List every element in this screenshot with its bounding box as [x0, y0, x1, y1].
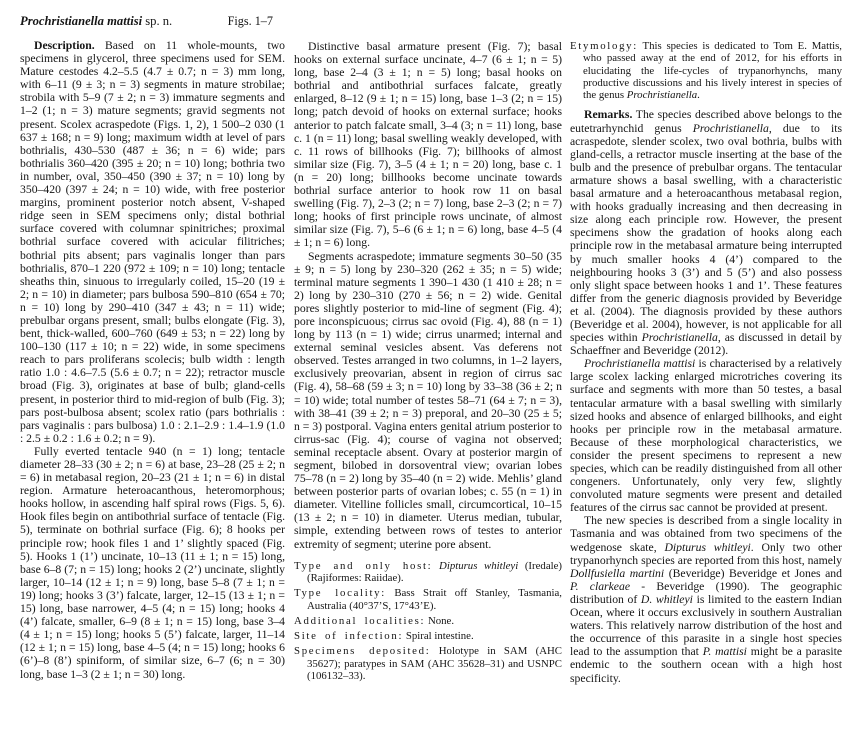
column-right	[570, 40, 842, 685]
etymology-entry: Etymology: This species is dedicated to Tom E. Mattis, who passed away at the end of 2012, for his efforts in elucidating the life-cycles of trypanorhynchs, many productive discussions and his lively interest in species of the genus Prochristianella.	[570, 40, 842, 102]
segments-paragraph: Segments acraspedote; immature segments 30–50 (35 ± 9; n = 5) long by 230–320 (262 ± 35; n = 5) wide; terminal mature segments 1 390–1 430 (1 410 ± 28; n = 2) long by 230–310 (270 ± 56; n = 2) wide. Genital pores slightly posterior to mid-line of segment (Fig. 4); pore inconspicuous; cirrus sac ovoid (Fig. 4), 88 (n = 1) long by 113 (n = 1) wide; cirrus unarmed; internal and external seminal vesicles absent. Vas deferens not observed. Testes arranged in two columns, in 1–2 layers, exclusively preovarian, absent in region of cirrus sac (Fig. 4), 58–68 (59 ± 3; n = 10) long by 33–38 (36 ± 2; n = 10) wide; total number of testes 58–71 (64 ± 7; n = 3), with 38–41 (39 ± 2; n = 3) preporal, and 20–30 (25 ± 5; n = 3) postporal. Vagina enters genital atrium posterior to cirrus-sac (Fig. 4); course of vagina not observed; seminal receptacle absent. Ovary at posterior margin of segment, bilobed in dorsoventral view; ovarian lobes 75–78 (n = 2) long by 35–40 (n = 2) wide. Mehlis’ gland between posterior parts of ovarian lobes; c. 55 (n = 1) in diameter. Vitelline follicles small, circumcortical, 10–15 (13 ± 2; n = 10) in diameter. Uterus median, tubular, simple, extending between rows of testes to anterior extremity of segment; uterine pore absent.	[294, 249, 562, 551]
column-middle-blocks	[294, 40, 562, 682]
distribution-paragraph: The new species is described from a single locality in Tasmania and was obtained from two specimens of the wedgenose skate, Dipturus whitleyi. Only two other trypanorhynch species are reported from this host, namely Dollfusiella martini (Beveridge) Beveridge et Jones and P. clarkeae - Beveridge (1990). The geographic distribution of D. whitleyi is limited to the eastern Indian Ocean, where it occurs exclusively in southern Australian waters. This relatively narrow distribution of the host and the occurrence of this parasite in a single host species lead to the assumption that P. mattisi might be a parasite endemic to the southern ocean with a high host specificity.	[570, 514, 843, 685]
basal-armature-paragraph: Distinctive basal armature present (Fig. 7); basal hooks on external surface uncinate, 4–7 (6 ± 1; n = 5) long, base 2–4 (3 ± 1; n = 5) long; basal hooks on bothrial and antibothrial surfaces falcate, greatly enlarged, 8–12 (9 ± 1; n = 15) long, base 1–3 (2; n = 15) long; patch devoid of hooks on external surface; hooks anterior to patch falcate small, 3–4 (3; n = 11) long, base c. 1 (n = 11) long; basal swelling weakly developed, with c. 11 rows of billhooks (Fig. 7); billhooks of almost similar size (Fig. 7), 3–5 (4 ± 1; n = 20) long, base c. 1 (n = 20) long; billhooks become uncinate towards bothrial surface anterior to hook row 11 on basal swelling (Fig. 7), 2–3 (2; n = 7) long, base 2–3 (2; n = 7) long; hooks of first principle rows uncinate, of almost similar size (Fig. 7), 5–6 (6 ± 1; n = 6) long, base 4–5 (4 ± 1; n = 6) long.	[294, 40, 562, 250]
additional-localities-entry: Additional localities: None.	[294, 614, 455, 627]
tentacle-paragraph: Fully everted tentacle 940 (n = 1) long; tentacle diameter 28–33 (30 ± 2; n = 6) at base, 23–28 (25 ± 2; n = 6) in metabasal region, 20–23 (21 ± 1; n = 6) in distal region. Armature heteroacanthous, heteromorphous; hooks hollow, in ascending half spiral rows (Figs. 5, 6). Hook files begin on antibothrial surface of tentacle (Fig. 5), terminate on bothrial surface (Fig. 6); 8 hooks per principle row; hook files 1 and 1’ slightly spaced (Fig. 5). Hooks 1 (1’) uncinate, 10–13 (11 ± 1; n = 15) long, base 6–8 (7; n = 15) long; hooks 2 (2’) uncinate, slightly larger, 10–14 (12 ± 1; n = 9) long, base 5–8 (7 ± 1; n = 19) long; hooks 3 (3’) falcate, larger, 12–15 (13 ± 1; n = 15) long, base narrower, 4–5 (4; n = 15) long; hooks 4 (4’) falcate, smaller, 6–9 (8 ± 1; n = 15) long, base 3–4 (4 ± 1; n = 15) long; hooks 5 (5’) falcate, larger, 11–14 (12 ± 1; n = 15) long, base 4–5 (4; n = 15) long; hooks 6 (6’)–8 (8’) spiniform, of similar size, 6–7 (6; n = 30) long, base 1–3 (2 ± 1; n = 30) long.	[20, 444, 285, 681]
column-left-blocks	[20, 39, 285, 681]
species-suffix: sp. n.	[142, 14, 173, 28]
article-header	[20, 14, 285, 28]
type-locality-entry: Type locality: Bass Strait off Stanley, Tasmania, Australia (40°37’S, 17°43’E).	[294, 587, 562, 612]
description-paragraph: Description. Based on 11 whole-mounts, two specimens in glycerol, three specimens used for SEM. Mature cestodes 4.2–5.5 (4.7 ± 0.7; n = 3) mm long, with 6–11 (9 ± 3; n = 3) segments in mature strobilae; strobila with 5–9 (7 ± 2; n = 3) immature segments and 1–2 (1; n = 3) mature segments; gravid segments not present. Scolex acraspedote (Figs. 1, 2), 1 500–2 030 (1 637 ± 168; n = 9) long; maximum width at level of pars bothrialis, 430–530 (487 ± 36; n = 6) wide; pars bothrialis 360–420 (395 ± 20; n = 10) long; bothria two in number, oval, 350–450 (390 ± 37; n = 10) long by 350–420 (397 ± 24; n = 10) wide, with free posterior margins, prominent posterior notch absent, V-shaped ridge seen in SEM specimens only; distal bothrial surface covered with columnar spinitriches; proximal bothrial surface covered with acicular filitriches; bothrial pits absent; pars vaginalis longer than pars bothrialis, 870–1 220 (972 ± 109; n = 10) long; tentacle sheaths thin, sinuous to irregularly coiled, 15–20 (19 ± 2; n = 10) in diameter; pars bulbosa 590–810 (654 ± 70; n = 10) long by 290–410 (347 ± 43; n = 11) wide; prebulbar organs present, small; bulbs elongate (Fig. 3), bent, thick-walled, 600–760 (649 ± 53; n = 22) long by 100–130 (117 ± 10; n = 22) wide, in some specimens reach to pars proliferans scolecis; bulb width : length ratio 1.0 : 4.6–7.5 (5.6 ± 0.7; n = 22); retractor muscle broad (Fig. 3), originates at base of bulb; gland-cells present, in posterior third to mid-region of bulb (Fig. 3); pars post-bulbosa absent; scolex ratio (pars bothrialis : pars vaginalis : pars bulbosa) 1.0 : 2.1–2.9 : 1.4–1.9 (1.0 : 2.5 ± 0.2 : 1.6 ± 0.2; n = 9).	[20, 39, 285, 445]
column-left	[20, 14, 285, 681]
species-name: Prochristianella mattisi	[20, 14, 143, 28]
column-right-blocks	[570, 40, 842, 685]
diagnosis-paragraph: Prochristianella mattisi is characterised by a relatively large scolex lacking enlarged microtriches covering its surface and segments with more than 50 testes, a basal tentacular armature with a basal swelling with similarly sized hooks and absence of enlarged billhooks, and eight hooks per principle row in the metabasal armature. Because of these morphological characteristics, we consider the present specimens to represent a new species, which can be readily distinguished from all other congeners. Unfortunately, only very few, slightly convoluted mature segments were present and detailed features of the cirrus sac cannot be provided at present.	[570, 357, 842, 515]
specimens-deposited-entry: Specimens deposited: Holotype in SAM (AHC 35627); paratypes in SAM (AHC 35628–31) and USNPC (106132–33).	[294, 645, 562, 683]
page-title	[20, 14, 172, 28]
figs-reference: Figs. 1–7	[227, 14, 273, 28]
column-middle	[294, 40, 562, 682]
type-host-entry: Type and only host: Dipturus whitleyi (Iredale) (Rajiformes: Raiidae).	[294, 559, 562, 584]
site-of-infection-entry: Site of infection: Spiral intestine.	[294, 630, 474, 643]
remarks-paragraph: Remarks. The species described above belongs to the eutetrarhynchid genus Prochristianella, due to its acraspedote, slender scolex, two oval bothria, bulbs with gland-cells, a retractor muscle inserting at the base of the bulb and the presence of prebulbar organs. The tentacular armature shows a basal swelling, with a characteristic basal armature and a heteroacanthous metabasal region, with hooks gradually increasing and then decreasing in size along each principle row. However, the present specimens show the gradation of hooks along each principle row in the metabasal armature being interrupted by much smaller hooks 4 (4’) compared to the neighbouring hooks 3 (3’) and 5 (5’) and also possess only slight space between hooks 1 and 1’. These features differ from the generic diagnosis provided by Beveridge et al. (2004). The diagnosis provided by these authors (Beveridge et al. 2004), however, is not applicable for all species within Prochristianella, as discussed in detail by Schaeffner and Beveridge (2012).	[570, 108, 842, 358]
